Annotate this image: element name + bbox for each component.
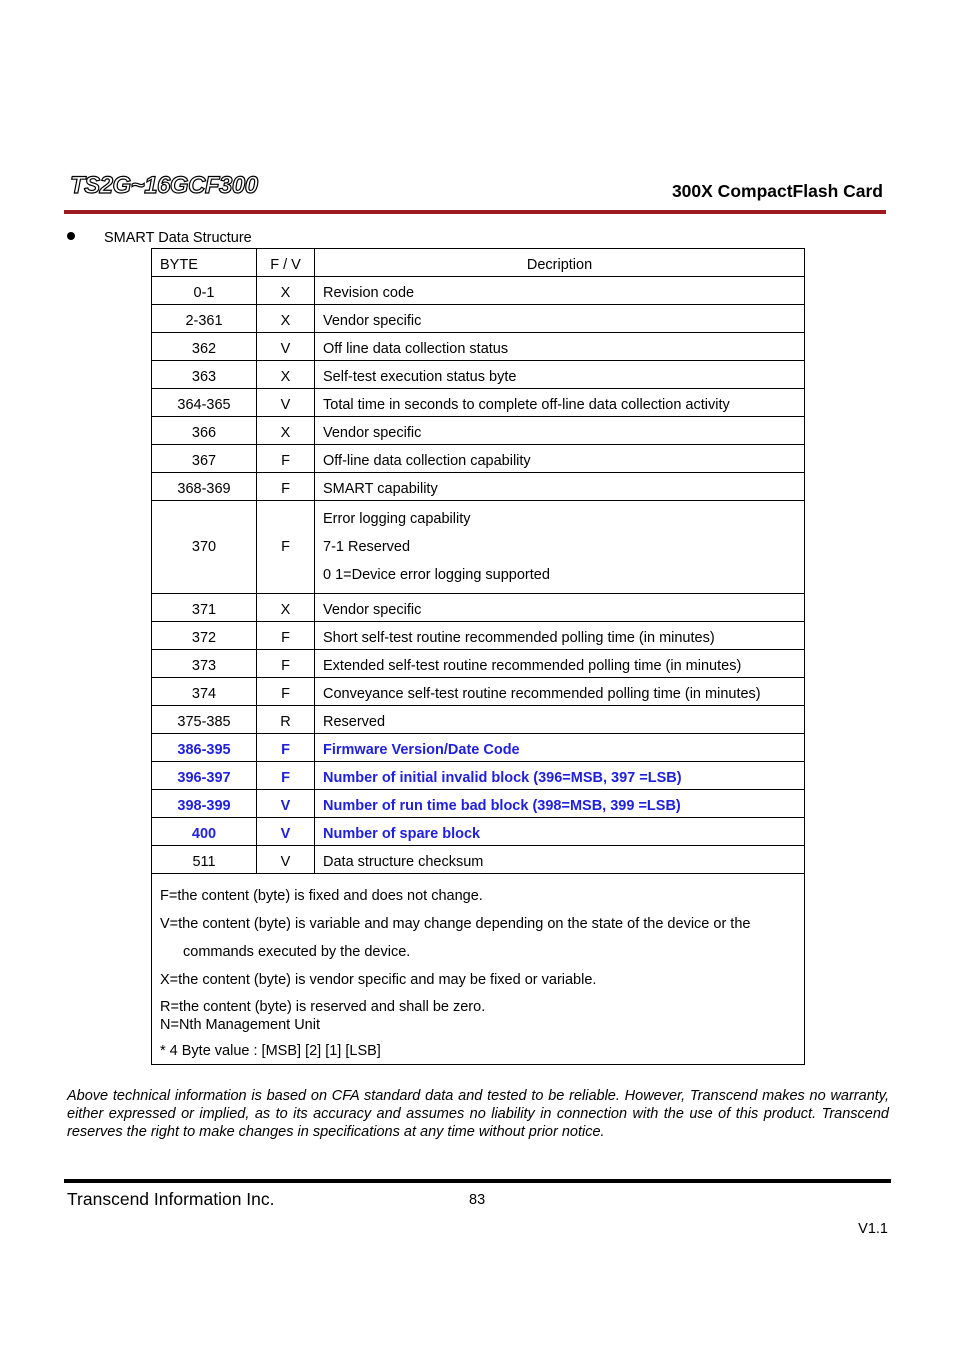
byte-cell: 367: [152, 445, 257, 473]
company-name: Transcend Information Inc.: [67, 1189, 275, 1209]
fv-cell: X: [257, 417, 315, 445]
fv-cell: V: [257, 818, 315, 846]
model-title: TS2G~16GCF300: [70, 172, 258, 199]
fv-cell: F: [257, 445, 315, 473]
description-cell: Reserved: [315, 706, 805, 734]
table-row: [152, 473, 805, 501]
table-row: [152, 277, 805, 305]
fv-cell: V: [257, 389, 315, 417]
description-cell: Number of initial invalid block (396=MSB, 397 =LSB): [315, 762, 805, 790]
byte-cell: 368-369: [152, 473, 257, 501]
table-header-row: [152, 249, 805, 277]
fv-cell: R: [257, 706, 315, 734]
byte-cell: 362: [152, 333, 257, 361]
description-cell: Off-line data collection capability: [315, 445, 805, 473]
fv-cell: X: [257, 305, 315, 333]
byte-cell: 373: [152, 650, 257, 678]
byte-cell: 2-361: [152, 305, 257, 333]
description-cell: Extended self-test routine recommended polling time (in minutes): [315, 650, 805, 678]
description-cell: Data structure checksum: [315, 846, 805, 874]
fv-cell: V: [257, 846, 315, 874]
byte-cell: 371: [152, 594, 257, 622]
byte-cell: 374: [152, 678, 257, 706]
fv-cell: V: [257, 790, 315, 818]
table-row: [152, 305, 805, 333]
description-cell: Number of spare block: [315, 818, 805, 846]
disclaimer: Above technical information is based on CFA standard data and tested to be reliable. However, Transcend makes no warranty, either expressed or implied, as to its accuracy and assumes no liability in connection with the use of this product. Transcend reserves the right to make changes in specifications at any time without prior notice.: [67, 1088, 889, 1140]
section-title: SMART Data Structure: [104, 230, 252, 246]
table-row: [152, 361, 805, 389]
description-cell: Self-test execution status byte: [315, 361, 805, 389]
byte-cell: 366: [152, 417, 257, 445]
description-cell: Short self-test routine recommended polling time (in minutes): [315, 622, 805, 650]
table-row: [152, 650, 805, 678]
description-cell: [315, 501, 805, 594]
product-name: 300X CompactFlash Card: [671, 181, 883, 201]
table-row: [152, 333, 805, 361]
byte-cell: 386-395: [152, 734, 257, 762]
byte-cell: 396-397: [152, 762, 257, 790]
description-cell: Number of run time bad block (398=MSB, 399 =LSB): [315, 790, 805, 818]
byte-cell: 375-385: [152, 706, 257, 734]
description-cell: Vendor specific: [315, 305, 805, 333]
notes-row: [152, 874, 805, 1065]
note-management-unit: N=Nth Management Unit: [160, 1017, 320, 1033]
table-row-highlighted: [152, 734, 805, 762]
table-row: [152, 706, 805, 734]
table-row: [152, 445, 805, 473]
description-cell: Revision code: [315, 277, 805, 305]
fv-cell: X: [257, 361, 315, 389]
fv-cell: X: [257, 277, 315, 305]
description-line: 7-1 Reserved: [323, 539, 411, 555]
legend-notes: [152, 874, 805, 1065]
description-line: Error logging capability: [323, 511, 471, 527]
description-cell: Vendor specific: [315, 417, 805, 445]
table-row: [152, 846, 805, 874]
note-byte-order: * 4 Byte value : [MSB] [2] [1] [LSB]: [160, 1043, 381, 1059]
byte-cell: 400: [152, 818, 257, 846]
table-row-highlighted: [152, 818, 805, 846]
table-row: [152, 622, 805, 650]
fv-cell: F: [257, 650, 315, 678]
fv-cell: F: [257, 622, 315, 650]
fv-cell: X: [257, 594, 315, 622]
note-variable-cont: commands executed by the device.: [183, 944, 411, 960]
table-row: [152, 417, 805, 445]
fv-cell: F: [257, 473, 315, 501]
description-cell: Off line data collection status: [315, 333, 805, 361]
note-vendor: X=the content (byte) is vendor specific and may be fixed or variable.: [160, 972, 597, 988]
byte-cell: 0-1: [152, 277, 257, 305]
table-row: [152, 389, 805, 417]
description-cell: Vendor specific: [315, 594, 805, 622]
byte-cell: 511: [152, 846, 257, 874]
byte-cell: 372: [152, 622, 257, 650]
byte-cell: 370: [152, 501, 257, 594]
table-row: [152, 594, 805, 622]
version-label: V1.1: [858, 1221, 888, 1237]
description-cell: Firmware Version/Date Code: [315, 734, 805, 762]
fv-cell: V: [257, 333, 315, 361]
table-row: [152, 501, 805, 594]
column-header-description: Decription: [315, 249, 805, 277]
bullet-icon: [67, 232, 75, 240]
column-header-fv: F / V: [257, 249, 315, 277]
table-row: [152, 678, 805, 706]
header-rule: [64, 210, 886, 214]
page-number: 83: [469, 1192, 486, 1208]
footer-rule: [64, 1179, 891, 1183]
table-row-highlighted: [152, 762, 805, 790]
description-line: 0 1=Device error logging supported: [323, 567, 550, 583]
description-cell: SMART capability: [315, 473, 805, 501]
smart-data-table: [151, 248, 805, 1065]
note-variable: V=the content (byte) is variable and may change depending on the state of the device or the: [160, 916, 751, 932]
byte-cell: 398-399: [152, 790, 257, 818]
description-cell: Conveyance self-test routine recommended polling time (in minutes): [315, 678, 805, 706]
fv-cell: F: [257, 678, 315, 706]
fv-cell: F: [257, 762, 315, 790]
fv-cell: F: [257, 501, 315, 594]
fv-cell: F: [257, 734, 315, 762]
description-cell: Total time in seconds to complete off-line data collection activity: [315, 389, 805, 417]
note-reserved: R=the content (byte) is reserved and shall be zero.: [160, 999, 486, 1015]
column-header-byte: BYTE: [152, 249, 257, 277]
table-row-highlighted: [152, 790, 805, 818]
note-fixed: F=the content (byte) is fixed and does not change.: [160, 888, 483, 904]
byte-cell: 363: [152, 361, 257, 389]
byte-cell: 364-365: [152, 389, 257, 417]
